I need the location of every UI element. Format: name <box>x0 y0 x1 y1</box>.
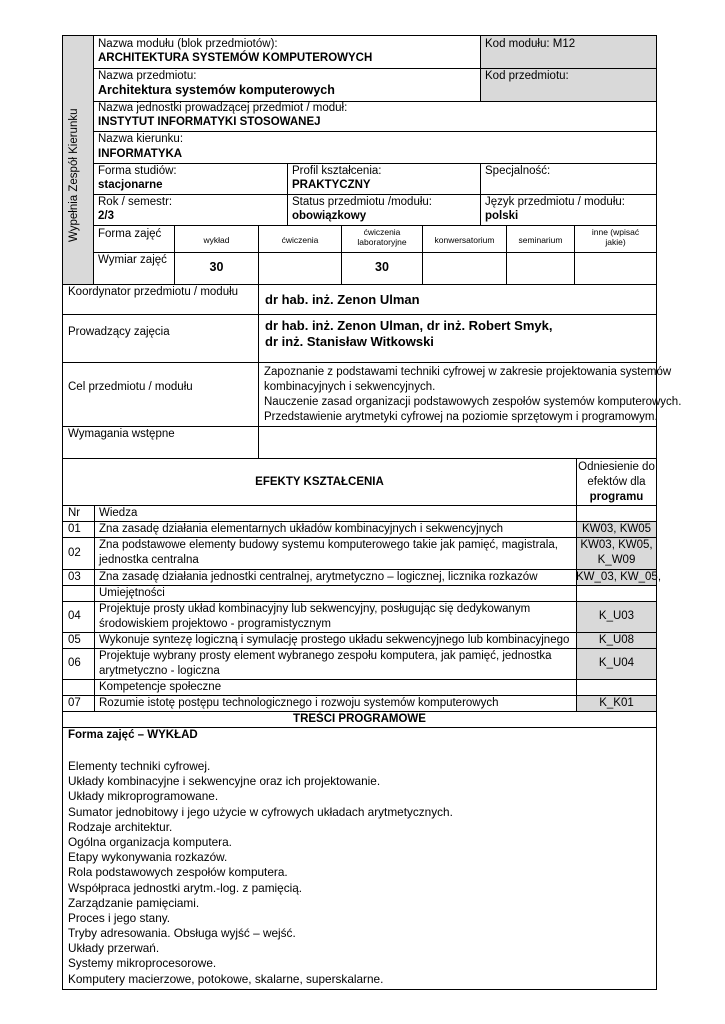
knowledge-header-cell <box>94 505 577 522</box>
hours-lecture: 30 <box>209 260 224 274</box>
effect-03-ref: KW_03, KW_05, <box>576 571 662 583</box>
effect-02-text-2: jednostka centralna <box>99 554 199 566</box>
unit-value: INSTYTUT INFORMATYKI STOSOWANEJ <box>98 116 321 128</box>
language-label: Język przedmiotu / modułu: <box>485 196 625 208</box>
knowledge-header: Wiedza <box>99 507 138 519</box>
subject-code: Kod przedmiotu: <box>485 70 569 82</box>
study-form-label: Forma studiów: <box>98 165 177 177</box>
teachers-label: Prowadzący zajęcia <box>68 326 170 338</box>
teachers-line1: dr hab. inż. Zenon Ulman, dr inż. Robert Smyk, <box>265 318 553 333</box>
effect-01-text: Zna zasadę działania elementarnych układów kombinacyjnych i sekwencyjnych <box>99 523 503 535</box>
social-nr-empty <box>62 679 95 696</box>
hours-exercises-cell <box>258 252 342 285</box>
knowledge-ref-empty <box>576 505 657 522</box>
forms-header-sem: seminarium <box>518 235 563 245</box>
contents-item: Układy przerwań. <box>68 941 160 956</box>
effect-03-text: Zna zasadę działania jednostki centralnej, arytmetyczno – logicznej, licznika rozkazów <box>99 571 538 583</box>
module-value: ARCHITEKTURA SYSTEMÓW KOMPUTEROWYCH <box>98 52 373 64</box>
effect-02-ref-2: K_W09 <box>597 554 636 566</box>
unit-label: Nazwa jednostki prowadzącej przedmiot / moduł: <box>98 102 348 114</box>
effect-02-ref-1: KW03, KW05, <box>580 539 653 551</box>
effect-05-text: Wykonuje syntezę logiczną i symulację prostego układu sekwencyjnego lub kombinacyjnego <box>99 634 570 646</box>
skills-header-cell <box>94 585 577 602</box>
module-label: Nazwa modułu (blok przedmiotów): <box>98 38 278 50</box>
effect-05-nr: 05 <box>68 634 81 646</box>
skills-ref-empty <box>576 585 657 602</box>
subject-value: Architektura systemów komputerowych <box>98 83 335 97</box>
effect-04-text-1: Projektuje prosty układ kombinacyjny lub sekwencyjny, posługując się dedykowanym <box>99 603 531 615</box>
contents-item: Ogólna organizacja komputera. <box>68 834 232 849</box>
profile-label: Profil kształcenia: <box>292 165 382 177</box>
side-label: Wypełnia Zespół Kierunku <box>68 108 80 242</box>
study-form-value: stacjonarne <box>98 179 163 191</box>
goal-label-cell <box>62 362 259 427</box>
hours-other-cell <box>574 252 657 285</box>
effect-07-text: Rozumie istotę postępu technologicznego i rozwoju systemów komputerowych <box>99 697 499 709</box>
forms-header-exercises: ćwiczenia <box>281 235 319 245</box>
goal-line-4: Przedstawienie arytmetyki cyfrowej na poziomie sprzętowym i programowym. <box>264 411 658 423</box>
status-value: obowiązkowy <box>292 210 367 222</box>
skills-nr-empty <box>62 585 95 602</box>
teachers-line2: dr inż. Stanisław Witkowski <box>265 334 434 349</box>
social-header: Kompetencje społeczne <box>99 681 222 693</box>
contents-item: Etapy wykonywania rozkazów. <box>68 850 228 865</box>
status-label: Status przedmiotu /modułu: <box>292 196 432 208</box>
contents-item: Rodzaje architektur. <box>68 819 173 834</box>
effect-01-nr: 01 <box>68 523 81 535</box>
contents-item: Komputery macierzowe, potokowe, skalarne, superskalarne. <box>68 971 384 986</box>
field-value: INFORMATYKA <box>98 148 183 160</box>
contents-item: Systemy mikroprocesorowe. <box>68 956 217 971</box>
effect-04-ref: K_U03 <box>598 610 635 622</box>
effect-02-text-1: Zna podstawowe elementy budowy systemu komputerowego takie jak pamięć, magistrala, <box>99 539 558 551</box>
hours-sem-cell <box>506 252 575 285</box>
hours-lab: 30 <box>375 260 389 274</box>
coordinator-value: dr hab. inż. Zenon Ulman <box>265 292 420 307</box>
contents-item: Sumator jednobitowy i jego użycie w cyfrowych układach arytmetycznych. <box>68 804 453 819</box>
contents-item: Układy kombinacyjne i sekwencyjne oraz ich projektowanie. <box>68 774 381 789</box>
year-label: Rok / semestr: <box>98 196 173 208</box>
effect-06-nr: 06 <box>68 657 81 669</box>
effect-02-nr: 02 <box>68 547 81 559</box>
forms-label: Forma zajęć <box>98 228 162 240</box>
contents-item: Rola podstawowych zespołów komputera. <box>68 865 288 880</box>
effect-07-nr: 07 <box>68 697 81 709</box>
contents-form-label: Forma zajęć – WYKŁAD <box>68 729 198 741</box>
forms-header-lab: ćwiczenia laboratoryjne <box>357 227 407 247</box>
contents-list <box>68 759 453 987</box>
effect-06-ref: K_U04 <box>598 657 635 669</box>
effect-07-ref: K_K01 <box>599 697 634 709</box>
effect-04-text-2: środowiskiem projektowo - programistycznym <box>99 618 331 630</box>
skills-header: Umiejętności <box>99 587 165 599</box>
goal-label: Cel przedmiotu / modułu <box>68 381 193 393</box>
forms-header-lecture: wykład <box>203 235 230 245</box>
hours-conv-cell <box>422 252 507 285</box>
effects-title: EFEKTY KSZTAŁCENIA <box>255 476 384 488</box>
goal-line-3: Nauczenie zasad organizacji podstawowych zespołów systemów komputerowych. <box>264 396 682 408</box>
goal-line-2: kombinacyjnych i sekwencyjnych. <box>264 381 436 393</box>
goal-line-1: Zapoznanie z podstawami techniki cyfrowej w zakresie projektowania systemów <box>264 366 672 378</box>
prereq-value-cell <box>258 426 657 459</box>
contents-item: Tryby adresowania. Obsługa wyjść – wejść. <box>68 926 296 941</box>
effect-06-text-1: Projektuje wybrany prosty element wybranego zespołu komputera, jak pamięć, jednostka <box>99 650 552 662</box>
specialty-label: Specjalność: <box>485 165 551 177</box>
effects-ref-header-2: efektów dla <box>587 476 646 488</box>
module-code: Kod modułu: M12 <box>485 38 576 50</box>
contents-item: Współpraca jednostki arytm.-log. z pamięcią. <box>68 880 303 895</box>
contents-item: Układy mikroprogramowane. <box>68 789 219 804</box>
contents-title: TREŚCI PROGRAMOWE <box>293 713 426 725</box>
coordinator-label: Koordynator przedmiotu / modułu <box>68 286 239 298</box>
social-ref-empty <box>576 679 657 696</box>
year-value: 2/3 <box>98 210 114 222</box>
contents-item: Zarządzanie pamięciami. <box>68 895 200 910</box>
effect-03-nr: 03 <box>68 571 81 583</box>
forms-header-conv: konwersatorium <box>434 235 495 245</box>
effect-06-text-2: arytmetyczno - logiczna <box>99 665 220 677</box>
field-label: Nazwa kierunku: <box>98 133 184 145</box>
effect-04-nr: 04 <box>68 610 81 622</box>
profile-value: PRAKTYCZNY <box>292 179 371 191</box>
forms-header-other: inne (wpisać jakie) <box>591 227 640 247</box>
contents-item: Proces i jego stany. <box>68 910 171 925</box>
effect-01-ref: KW03, KW05 <box>581 523 652 535</box>
effects-ref-header-1: Odniesienie do <box>578 461 655 473</box>
subject-label: Nazwa przedmiotu: <box>98 70 197 82</box>
effect-05-ref: K_U08 <box>598 634 635 646</box>
hours-label: Wymiar zajęć <box>98 254 167 266</box>
prereq-label: Wymagania wstępne <box>68 428 175 440</box>
nr-header: Nr <box>68 507 81 519</box>
contents-item: Elementy techniki cyfrowej. <box>68 759 211 773</box>
language-value: polski <box>485 210 519 222</box>
effects-ref-header-3: programu <box>589 491 644 503</box>
